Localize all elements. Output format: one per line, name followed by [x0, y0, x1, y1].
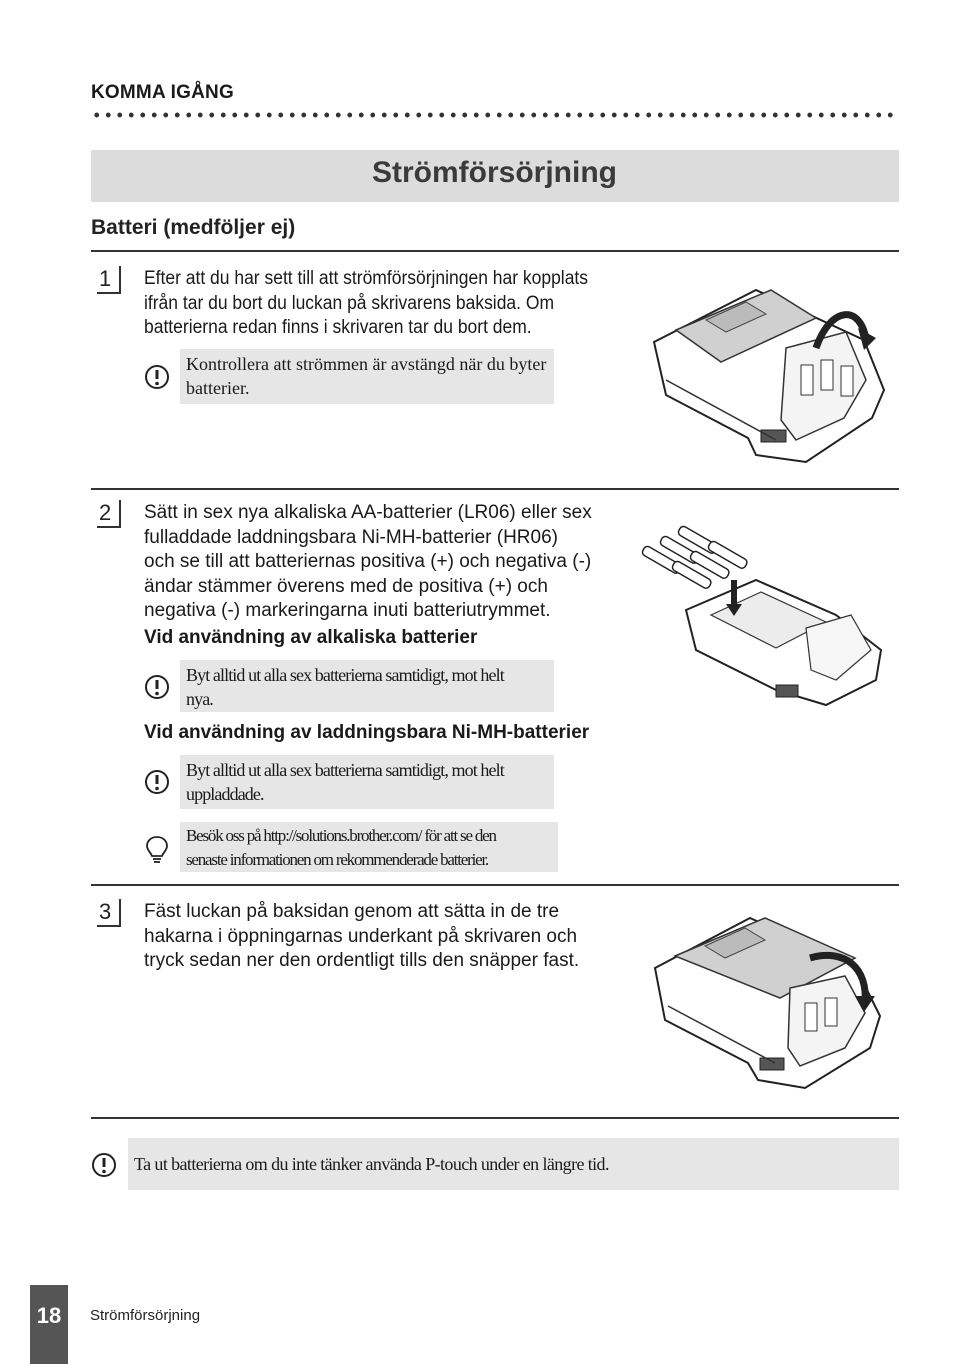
lightbulb-icon: [144, 834, 170, 864]
nimh-note-text: [186, 758, 552, 806]
step-number-1: [91, 266, 121, 294]
battery-insertion-illustration: [636, 520, 894, 710]
alkaline-heading: Vid användning av alkaliska batterier: [144, 627, 478, 648]
step-2-line: negativa (-) markeringarna inuti batteriutrymmet.: [144, 600, 551, 621]
footer-label: Strömförsörjning: [90, 1307, 201, 1324]
step-2-line: och se till att batteriernas positiva (+) och negativa (-): [144, 551, 592, 572]
page-number: 18: [36, 1303, 62, 1328]
caution-icon: [144, 362, 170, 392]
note-line: Besök oss på http://solutions.brother.com/ för att se den: [186, 826, 496, 845]
page-number-tab: [30, 1285, 68, 1364]
step-number-3: [91, 899, 121, 927]
note-line: senaste informationen om rekommenderade batterier.: [186, 850, 489, 869]
printer-cover-removal-illustration: [636, 270, 894, 470]
step-2-line: Sätt in sex nya alkaliska AA-batterier (LR06) eller sex: [144, 502, 592, 523]
caution-icon: [144, 767, 170, 797]
step-1-note-text: [186, 352, 552, 400]
section-rule: [91, 250, 899, 252]
step-2-line: ändar stämmer överens med de positiva (+) och: [144, 575, 548, 597]
step-number-label: 1: [99, 266, 112, 291]
step-3-line: hakarna i öppningarnas underkant på skrivaren och: [144, 925, 578, 947]
step-number-2: [91, 500, 121, 528]
step-number-label: 3: [99, 899, 112, 924]
dotted-divider: [91, 112, 899, 118]
caution-icon: [91, 1150, 117, 1180]
bottom-note-text: Ta ut batterierna om du inte tänker använda P-touch under en längre tid.: [134, 1154, 609, 1174]
page-title: Strömförsörjning: [372, 156, 617, 189]
step-number-label: 2: [99, 500, 112, 525]
step-1-text: [144, 267, 622, 341]
note-line: Byt alltid ut alla sex batterierna samtidigt, mot helt: [186, 665, 504, 685]
step-2-text: [144, 501, 634, 624]
tip-note-text: [186, 824, 556, 872]
section-rule: [91, 884, 899, 886]
caution-icon: [144, 672, 170, 702]
note-line: Byt alltid ut alla sex batterierna samtidigt, mot helt: [186, 760, 504, 780]
step-2-line: fulladdade laddningsbara Ni-MH-batterier (HR06): [144, 526, 558, 548]
step-3-line: Fäst luckan på baksidan genom att sätta in de tre: [144, 901, 560, 922]
alkaline-note-text: [186, 663, 552, 711]
printer-cover-attach-illustration: [640, 898, 894, 1093]
step-1-line: batterierna redan finns i skrivaren tar du bort dem.: [144, 317, 532, 338]
note-line: nya.: [186, 689, 213, 709]
step-3-text: [144, 900, 634, 974]
note-line: batterier.: [186, 378, 250, 398]
section-rule: [91, 488, 899, 490]
sub-heading: Batteri (medföljer ej): [91, 216, 296, 239]
step-1-line: ifrån tar du bort du luckan på skrivarens baksida. Om: [144, 292, 555, 314]
note-line: Kontrollera att strömmen är avstängd när du byter: [186, 354, 547, 374]
section-label: KOMMA IGÅNG: [91, 82, 234, 103]
step-1-line: Efter att du har sett till att strömförsörjningen har kopplats: [144, 268, 589, 289]
nimh-heading: Vid användning av laddningsbara Ni-MH-batterier: [144, 722, 590, 743]
step-3-line: tryck sedan ner den ordentligt tills den snäpper fast.: [144, 950, 580, 971]
section-rule: [91, 1117, 899, 1119]
note-line: uppladdade.: [186, 784, 264, 804]
